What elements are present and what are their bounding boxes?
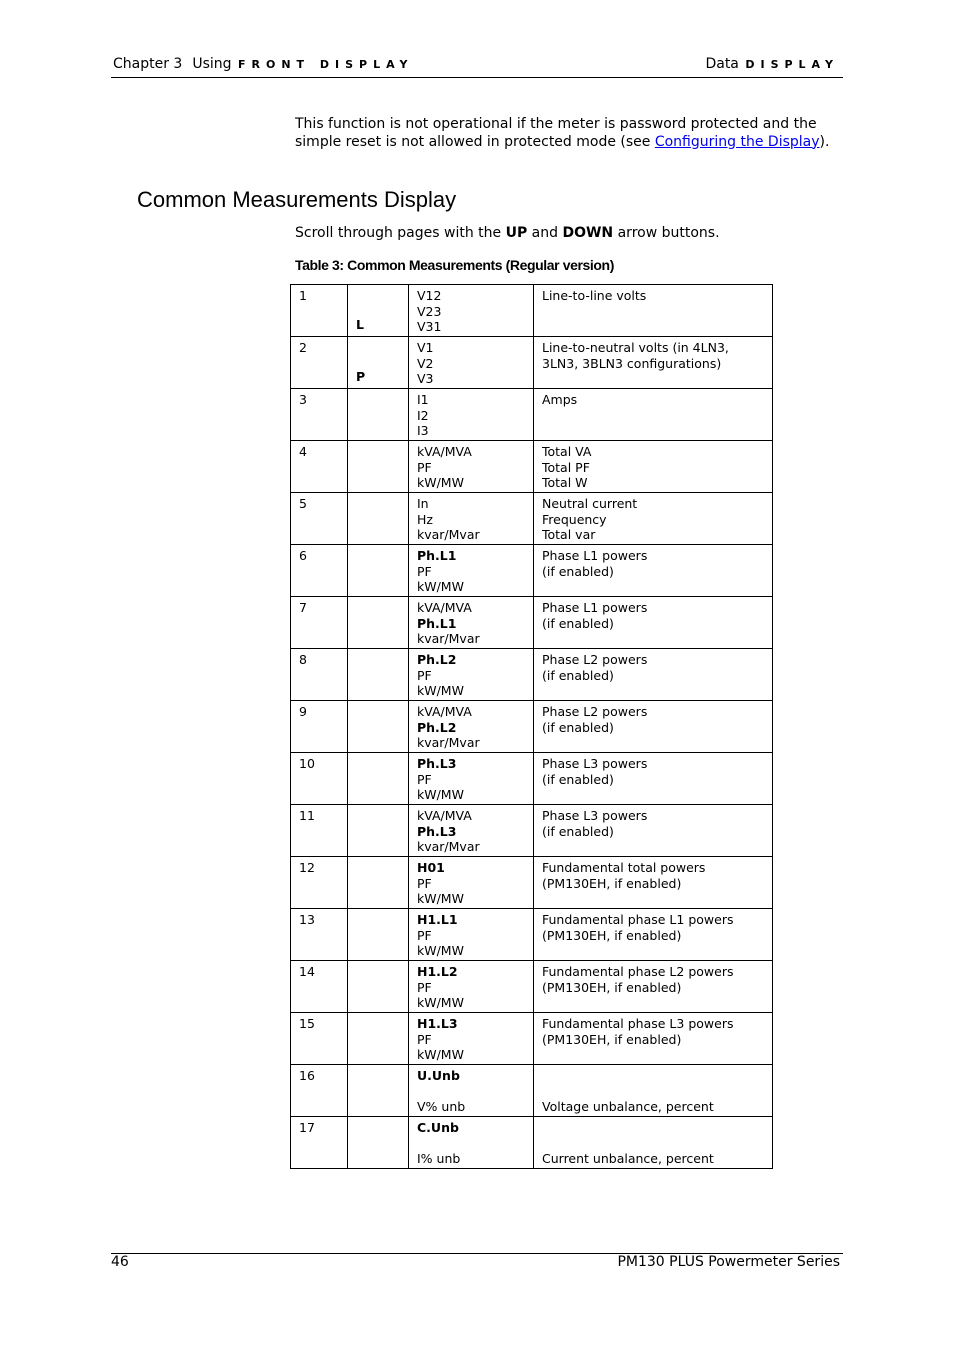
display-line: V3 — [417, 371, 434, 387]
display-line: kW/MW — [417, 1047, 464, 1063]
description-cell — [534, 649, 773, 701]
description-line: Total PF — [542, 459, 590, 475]
display-line: Ph.L1 — [417, 615, 457, 631]
description-cell — [534, 441, 773, 493]
description-line: (if enabled) — [542, 823, 614, 839]
page-number-cell: 13 — [291, 909, 348, 961]
display-line: kW/MW — [417, 579, 464, 595]
display-line: V31 — [417, 319, 442, 335]
display-lines-cell — [409, 909, 534, 961]
indicator-cell — [348, 961, 409, 1013]
indicator-cell — [348, 753, 409, 805]
header-display-spaced: DISPLAY — [745, 58, 839, 71]
indicator-cell — [348, 909, 409, 961]
scroll-text-mid: and — [527, 225, 563, 241]
display-line: H1.L3 — [417, 1016, 458, 1031]
page-header — [111, 52, 843, 78]
table-row — [291, 441, 773, 493]
description-cell — [534, 909, 773, 961]
display-lines-cell — [409, 597, 534, 649]
display-lines-cell — [409, 337, 534, 389]
intro-text-before: This function is not operational if the meter is password protected and the simple reset is not allowed in protected mode (see — [295, 116, 817, 150]
display-line — [417, 1084, 525, 1100]
up-button-label: UP — [505, 225, 528, 241]
indicator-mark: L — [356, 317, 364, 333]
display-line: kW/MW — [417, 787, 464, 803]
display-line: In — [417, 496, 429, 511]
display-line: kvar/Mvar — [417, 631, 480, 647]
display-line: U.Unb — [417, 1068, 460, 1083]
indicator-cell — [348, 285, 409, 337]
indicator-cell — [348, 597, 409, 649]
header-data-word: Data — [705, 56, 739, 72]
table-row — [291, 1013, 773, 1065]
indicator-mark: P — [356, 369, 366, 385]
page-number-cell: 9 — [291, 701, 348, 753]
display-line: kW/MW — [417, 891, 464, 907]
description-line: Phase L3 powers — [542, 808, 648, 823]
table-row — [291, 597, 773, 649]
table-row — [291, 909, 773, 961]
description-line: Frequency — [542, 511, 607, 527]
table-caption: Table 3: Common Measurements (Regular version) — [295, 257, 614, 273]
description-line: Total var — [542, 527, 596, 543]
product-name: PM130 PLUS Powermeter Series — [617, 1254, 840, 1270]
description-line: Total VA — [542, 444, 592, 459]
description-line: (if enabled) — [542, 563, 614, 579]
description-line: (PM130EH, if enabled) — [542, 875, 682, 891]
configuring-display-link[interactable]: Configuring the Display — [654, 133, 820, 150]
page-number-cell: 6 — [291, 545, 348, 597]
table-row — [291, 961, 773, 1013]
indicator-cell — [348, 805, 409, 857]
display-line: kW/MW — [417, 475, 464, 491]
description-cell — [534, 337, 773, 389]
description-cell — [534, 493, 773, 545]
display-line: Ph.L2 — [417, 652, 457, 667]
display-line: Ph.L2 — [417, 719, 457, 735]
indicator-cell — [348, 1013, 409, 1065]
display-lines-cell — [409, 649, 534, 701]
display-line: I% unb — [417, 1151, 461, 1167]
display-line: kvar/Mvar — [417, 839, 480, 855]
scroll-text-post: arrow buttons. — [613, 225, 720, 241]
description-line — [542, 1120, 764, 1136]
page-number-cell: 8 — [291, 649, 348, 701]
display-line — [417, 1136, 525, 1152]
description-line — [542, 1068, 764, 1084]
intro-text-after: ). — [819, 133, 830, 150]
table-row — [291, 493, 773, 545]
indicator-cell — [348, 649, 409, 701]
page-number-cell: 10 — [291, 753, 348, 805]
table-row — [291, 857, 773, 909]
page-number-cell: 1 — [291, 285, 348, 337]
measurements-table-body — [291, 285, 773, 1169]
table-row — [291, 701, 773, 753]
section-title: Common Measurements Display — [137, 187, 457, 212]
header-section-spaced: FRONT DISPLAY — [238, 58, 414, 71]
description-line: Total W — [542, 475, 588, 491]
description-line: Fundamental phase L2 powers — [542, 964, 734, 979]
description-cell — [534, 597, 773, 649]
display-lines-cell — [409, 1013, 534, 1065]
table-row — [291, 805, 773, 857]
display-line: H01 — [417, 860, 445, 875]
indicator-cell — [348, 857, 409, 909]
page-number-cell: 16 — [291, 1065, 348, 1117]
display-line: I1 — [417, 392, 429, 407]
header-right — [705, 56, 839, 72]
page-number-cell: 15 — [291, 1013, 348, 1065]
description-cell — [534, 701, 773, 753]
display-line: Ph.L1 — [417, 548, 457, 563]
table-row — [291, 545, 773, 597]
description-line — [542, 1084, 764, 1100]
display-line: kvar/Mvar — [417, 527, 480, 543]
page-number-cell: 7 — [291, 597, 348, 649]
description-line: Voltage unbalance, percent — [542, 1099, 714, 1115]
display-line: PF — [417, 459, 432, 475]
display-line: V% unb — [417, 1099, 466, 1115]
indicator-cell — [348, 389, 409, 441]
display-lines-cell — [409, 493, 534, 545]
description-cell — [534, 1013, 773, 1065]
description-line: Line-to-neutral volts (in 4LN3, — [542, 340, 729, 355]
description-cell — [534, 961, 773, 1013]
display-line: PF — [417, 979, 432, 995]
display-line: kVA/MVA — [417, 444, 472, 459]
description-line: Fundamental phase L1 powers — [542, 912, 734, 927]
display-line: PF — [417, 927, 432, 943]
description-line: Line-to-line volts — [542, 288, 647, 303]
description-line: Neutral current — [542, 496, 638, 511]
description-line: (if enabled) — [542, 667, 614, 683]
display-lines-cell — [409, 545, 534, 597]
indicator-cell — [348, 1117, 409, 1169]
display-line: kW/MW — [417, 995, 464, 1011]
table-row — [291, 1117, 773, 1169]
table-row — [291, 285, 773, 337]
page-number-cell: 4 — [291, 441, 348, 493]
display-lines-cell — [409, 1065, 534, 1117]
display-line: I3 — [417, 423, 429, 439]
page-number-cell: 3 — [291, 389, 348, 441]
display-line: Hz — [417, 511, 433, 527]
description-line: Phase L3 powers — [542, 756, 648, 771]
description-cell — [534, 1065, 773, 1117]
description-line: (if enabled) — [542, 719, 614, 735]
description-cell — [534, 389, 773, 441]
page-number-cell: 5 — [291, 493, 348, 545]
table-row — [291, 649, 773, 701]
page-footer — [111, 1253, 843, 1270]
display-line: V1 — [417, 340, 434, 355]
page-number-cell: 12 — [291, 857, 348, 909]
display-lines-cell — [409, 701, 534, 753]
header-using: Using — [192, 56, 232, 72]
description-line: (if enabled) — [542, 771, 614, 787]
display-line: kW/MW — [417, 943, 464, 959]
indicator-cell — [348, 545, 409, 597]
display-lines-cell — [409, 961, 534, 1013]
display-line: PF — [417, 563, 432, 579]
display-lines-cell — [409, 753, 534, 805]
display-line: C.Unb — [417, 1120, 459, 1135]
indicator-cell — [348, 441, 409, 493]
indicator-cell — [348, 701, 409, 753]
display-line: V12 — [417, 288, 442, 303]
display-line: Ph.L3 — [417, 823, 457, 839]
indicator-cell — [348, 337, 409, 389]
description-line: Phase L2 powers — [542, 704, 648, 719]
description-line: Fundamental total powers — [542, 860, 706, 875]
description-cell — [534, 753, 773, 805]
indicator-cell — [348, 1065, 409, 1117]
display-lines-cell — [409, 805, 534, 857]
page-number: 46 — [111, 1254, 129, 1270]
display-line: kW/MW — [417, 683, 464, 699]
description-cell — [534, 545, 773, 597]
display-line: V2 — [417, 355, 434, 371]
indicator-cell — [348, 493, 409, 545]
description-cell — [534, 857, 773, 909]
page-number-cell: 14 — [291, 961, 348, 1013]
description-line: 3LN3, 3BLN3 configurations) — [542, 355, 722, 371]
description-line: (PM130EH, if enabled) — [542, 979, 682, 995]
display-line: kVA/MVA — [417, 600, 472, 615]
description-cell — [534, 1117, 773, 1169]
display-line: H1.L1 — [417, 912, 458, 927]
display-line: kVA/MVA — [417, 808, 472, 823]
description-line: Phase L2 powers — [542, 652, 648, 667]
description-cell — [534, 285, 773, 337]
scroll-text-pre: Scroll through pages with the — [295, 225, 506, 241]
display-lines-cell — [409, 389, 534, 441]
display-line: I2 — [417, 407, 429, 423]
description-line — [542, 1136, 764, 1152]
description-line: Fundamental phase L3 powers — [542, 1016, 734, 1031]
description-line: (PM130EH, if enabled) — [542, 1031, 682, 1047]
display-lines-cell — [409, 441, 534, 493]
display-line: kVA/MVA — [417, 704, 472, 719]
description-line: (if enabled) — [542, 615, 614, 631]
intro-paragraph — [295, 116, 845, 151]
description-line: Amps — [542, 392, 578, 407]
page-number-cell: 11 — [291, 805, 348, 857]
display-lines-cell — [409, 857, 534, 909]
description-cell — [534, 805, 773, 857]
display-line: Ph.L3 — [417, 756, 457, 771]
scroll-instructions — [295, 225, 720, 241]
table-row — [291, 389, 773, 441]
page-number-cell: 17 — [291, 1117, 348, 1169]
header-chapter-label: Chapter 3 — [113, 56, 183, 72]
description-line: Phase L1 powers — [542, 600, 648, 615]
description-line: (PM130EH, if enabled) — [542, 927, 682, 943]
table-row — [291, 337, 773, 389]
table-row — [291, 1065, 773, 1117]
display-line: H1.L2 — [417, 964, 458, 979]
description-line: Current unbalance, percent — [542, 1151, 714, 1167]
display-line: V23 — [417, 303, 442, 319]
down-button-label: DOWN — [562, 225, 614, 241]
description-line: Phase L1 powers — [542, 548, 648, 563]
display-line: kvar/Mvar — [417, 735, 480, 751]
display-line: PF — [417, 1031, 432, 1047]
display-lines-cell — [409, 1117, 534, 1169]
display-line: PF — [417, 667, 432, 683]
display-lines-cell — [409, 285, 534, 337]
table-row — [291, 753, 773, 805]
display-line: PF — [417, 771, 432, 787]
header-chapter — [113, 56, 414, 72]
page-number-cell: 2 — [291, 337, 348, 389]
measurements-table — [290, 284, 773, 1169]
display-line: PF — [417, 875, 432, 891]
